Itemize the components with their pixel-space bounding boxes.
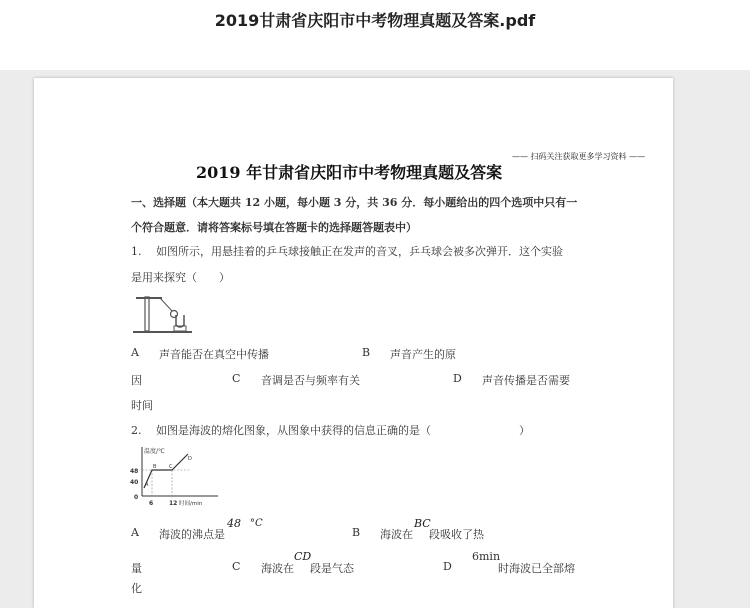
q2-option-b-symbol: BC	[414, 517, 431, 530]
q2-option-c-symbol: CD	[294, 550, 312, 563]
section-heading-line2: 个符合题意．请将答案标号填在答题卡的选择题答题表中）	[131, 221, 417, 234]
melting-curve	[144, 454, 188, 488]
graph-x-tick-6: 6	[149, 500, 154, 506]
title-bar	[0, 0, 750, 70]
figure-string	[160, 298, 172, 311]
graph-point-a: A	[145, 482, 149, 488]
section-heading-line1: 一、选择题（本大题共 12 小题，每小题 3 分，共 36 分．每小题给出的四个选项中只有一	[131, 196, 578, 209]
q2-option-a-value: 48	[227, 517, 241, 530]
q1-option-b-continued: 因	[131, 374, 142, 387]
q1-option-b-label: B	[362, 346, 371, 359]
q2-option-b-label: B	[352, 526, 361, 539]
q1-option-a-text: 声音能否在真空中传播	[159, 348, 269, 361]
q1-stem-line1: 1. 如图所示，用悬挂着的乒乓球接触正在发声的音叉，乒乓球会被多次弹开．这个实验	[131, 245, 563, 258]
q2-option-a-unit: °C	[250, 518, 263, 529]
q2-option-d-label: D	[443, 560, 452, 573]
q1-option-d-continued: 时间	[131, 399, 153, 412]
q2-option-d-value: 6min	[472, 550, 501, 563]
document-title: 2019甘肃省庆阳市中考物理真题及答案.pdf	[214, 11, 536, 30]
q1-stem-line2: 是用来探究（ ）	[131, 271, 230, 284]
q2-option-b-continued: 量	[131, 562, 142, 575]
q2-option-a-label: A	[131, 526, 139, 539]
q2-option-c-label: C	[232, 560, 241, 573]
q1-option-d-label: D	[453, 372, 462, 385]
graph-point-d: D	[188, 456, 192, 462]
graph-y-tick-40: 40	[130, 479, 139, 486]
q1-option-c-label: C	[232, 372, 241, 385]
graph-x-label: 时间/min	[179, 501, 203, 506]
graph-point-b: B	[153, 464, 157, 470]
q2-stem: 2. 如图是海波的熔化图象，从图象中获得的信息正确的是（ ）	[131, 424, 530, 437]
graph-point-c: C	[169, 464, 173, 470]
graph-y-tick-0: 0	[134, 494, 139, 501]
pdf-page	[34, 78, 673, 608]
q1-option-b-text: 声音产生的原	[390, 348, 456, 361]
graph-y-label: 温度/℃	[144, 448, 165, 455]
q1-option-a-label: A	[131, 346, 139, 359]
q2-option-a-text: 海波的沸点是	[159, 528, 225, 541]
page-title: 2019 年甘肃省庆阳市中考物理真题及答案	[196, 163, 503, 182]
q2-option-b-text1: 海波在	[380, 528, 413, 541]
graph-y-tick-48: 48	[130, 468, 139, 475]
q1-option-c-text: 音调是否与频率有关	[261, 374, 360, 387]
q2-option-b-text2: 段吸收了热	[429, 528, 484, 541]
tuning-fork	[176, 315, 184, 327]
tuning-fork-figure	[130, 293, 196, 335]
q2-option-d-text: 时海波已全部熔	[498, 562, 575, 575]
graph-x-tick-12: 12	[169, 500, 178, 506]
q1-option-d-text: 声音传播是否需要	[482, 374, 570, 387]
q2-option-c-text2: 段是气态	[310, 562, 354, 575]
figure-stand	[145, 297, 149, 331]
melting-graph	[130, 442, 226, 506]
q2-option-d-continued: 化	[131, 582, 142, 595]
header-note: —— 扫码关注获取更多学习资料 ——	[512, 152, 646, 161]
q2-option-c-text1: 海波在	[261, 562, 294, 575]
